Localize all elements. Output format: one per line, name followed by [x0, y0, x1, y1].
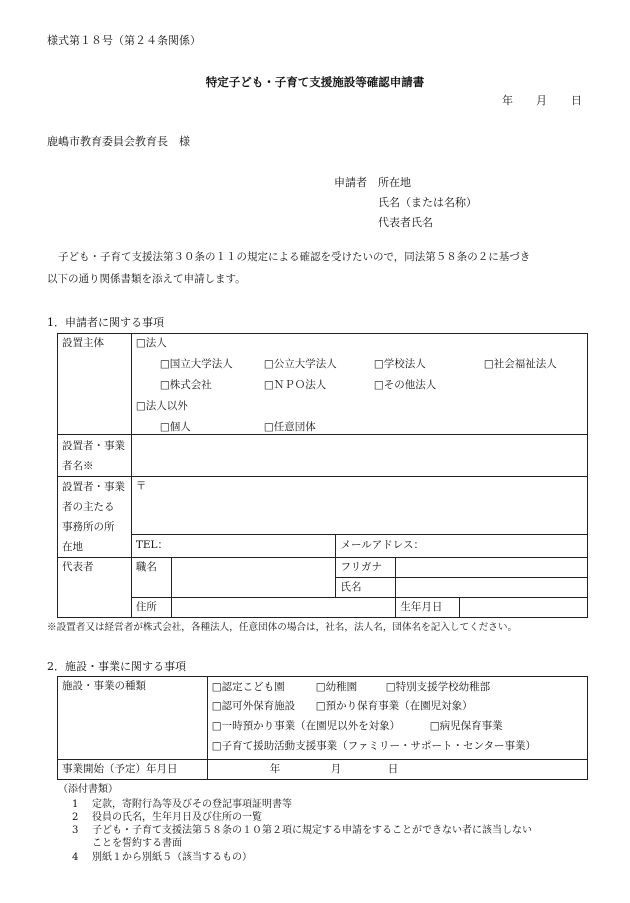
email-field[interactable]: [336, 534, 588, 557]
furigana-label: フリガナ: [336, 558, 396, 578]
special-support-kindergarten-checkbox[interactable]: □特別支援学校幼稚部: [385, 681, 491, 693]
facility-table: [57, 676, 588, 780]
residence-field[interactable]: [171, 598, 396, 618]
office-label-line: 設置者・事業: [62, 481, 125, 493]
stock-company-checkbox[interactable]: □株式会社: [159, 379, 212, 391]
form-number: 様式第１８号（第２４条関係）: [47, 34, 201, 47]
body-line-2: 以下の通り関係書類を添えて申請します。: [47, 273, 246, 285]
start-date-label: 事業開始（予定）年月日: [58, 760, 208, 780]
name-label: [58, 435, 132, 477]
attachment-item: 定款，寄附行為等及びその登記事項証明書等: [92, 799, 292, 810]
applicant-address-label: 所在地: [378, 176, 411, 189]
furigana-field[interactable]: [396, 558, 588, 578]
body-line-1: 子ども・子育て支援法第３０条の１１の規定による確認を受けたいので，同法第５８条の２に基づき: [58, 251, 531, 263]
social-welfare-checkbox[interactable]: □社会福祉法人: [483, 358, 557, 370]
representative-label: 代表者: [58, 558, 132, 618]
date-month: 月: [536, 94, 547, 107]
section2-heading: 2．施設・事業に関する事項: [47, 660, 186, 673]
other-corp-checkbox[interactable]: □その他法人: [373, 379, 437, 391]
office-label-line: 者の主たる: [62, 501, 115, 513]
national-university-checkbox[interactable]: □国立大学法人: [159, 358, 233, 370]
attachment-no: 4: [72, 852, 79, 863]
kindergarten-checkbox[interactable]: □幼稚園: [315, 681, 358, 693]
addressee: 鹿嶋市教育委員会教育長 様: [47, 135, 190, 148]
facility-type-options: [207, 677, 587, 760]
public-university-checkbox[interactable]: □公立大学法人: [263, 358, 337, 370]
voluntary-group-checkbox[interactable]: □任意団体: [263, 421, 316, 433]
establisher-label: 設置主体: [58, 334, 132, 435]
tel-label: TEL：: [135, 539, 169, 552]
corp-checkbox[interactable]: □法人: [135, 337, 167, 349]
position-label: 職名: [131, 558, 171, 598]
npo-checkbox[interactable]: □ＮＰＯ法人: [263, 379, 327, 391]
section1-heading: 1．申請者に関する事項: [47, 316, 164, 329]
unlicensed-nursery-checkbox[interactable]: □認可外保育施設: [211, 700, 296, 712]
facility-type-label: 施設・事業の種類: [58, 677, 208, 760]
sick-child-care-checkbox[interactable]: □病児保育事業: [429, 720, 503, 732]
attachment-item: 役員の氏名，生年月日及び住所の一覧: [92, 812, 262, 823]
name-label-line: 者名※: [62, 459, 94, 472]
certified-kodomoen-checkbox[interactable]: □認定こども園: [211, 681, 285, 693]
tel-field[interactable]: [131, 534, 336, 557]
birthdate-field[interactable]: [460, 598, 588, 618]
name-label-line: 設置者・事業: [62, 439, 125, 452]
date-year: 年: [502, 94, 513, 107]
office-address-field[interactable]: [131, 477, 587, 535]
individual-checkbox[interactable]: □個人: [159, 421, 191, 433]
office-label: [58, 477, 132, 558]
applicant-representative-label: 代表者氏名: [378, 216, 433, 229]
attachment-item: 子ども・子育て支援法第５８条の１０第２項に規定する申請をすることができない者に該当しない: [92, 825, 532, 836]
position-field[interactable]: [171, 558, 336, 598]
document-title: 特定子ども・子育て支援施設等確認申請書: [205, 75, 425, 89]
attachment-item-cont: ことを誓約する書面: [92, 838, 182, 849]
rep-name-field[interactable]: [396, 578, 588, 598]
start-day: 日: [387, 763, 399, 775]
office-label-line: 在地: [62, 541, 83, 553]
birthdate-label: 生年月日: [396, 598, 460, 618]
postal-mark: 〒: [135, 480, 147, 492]
residence-label: 住所: [131, 598, 171, 618]
date-day: 日: [571, 94, 582, 107]
attachment-no: 1: [72, 799, 79, 810]
attachment-item: 別紙１から別紙５（該当するもの）: [92, 852, 252, 863]
school-corp-checkbox[interactable]: □学校法人: [373, 358, 426, 370]
attachment-no: 3: [72, 825, 79, 836]
note: ※設置者又は経営者が株式会社，各種法人，任意団体の場合は，社名，法人名，団体名を記入してください。: [47, 622, 518, 633]
establisher-options: [131, 334, 587, 435]
email-label: メールアドレス：: [340, 539, 424, 552]
start-month: 月: [330, 763, 342, 775]
attachments-heading: （添付書類）: [58, 784, 118, 795]
start-year: 年: [269, 763, 281, 775]
applicant-table: [57, 333, 588, 618]
extended-care-checkbox[interactable]: □預かり保育事業（在園児対象）: [315, 700, 473, 712]
attachment-no: 2: [72, 812, 79, 823]
applicant-label: 申請者: [334, 176, 367, 189]
name-field[interactable]: [131, 435, 587, 477]
office-label-line: 事務所の所: [62, 521, 115, 533]
family-support-checkbox[interactable]: □子育て援助活動支援事業（ファミリー・サポート・センター事業）: [211, 740, 537, 752]
temporary-care-checkbox[interactable]: □一時預かり事業（在園児以外を対象）: [211, 720, 401, 732]
rep-name-label: 氏名: [336, 578, 396, 598]
start-date-field[interactable]: [207, 760, 587, 780]
noncorp-checkbox[interactable]: □法人以外: [135, 400, 188, 412]
applicant-name-label: 氏名（または名称）: [378, 196, 477, 209]
